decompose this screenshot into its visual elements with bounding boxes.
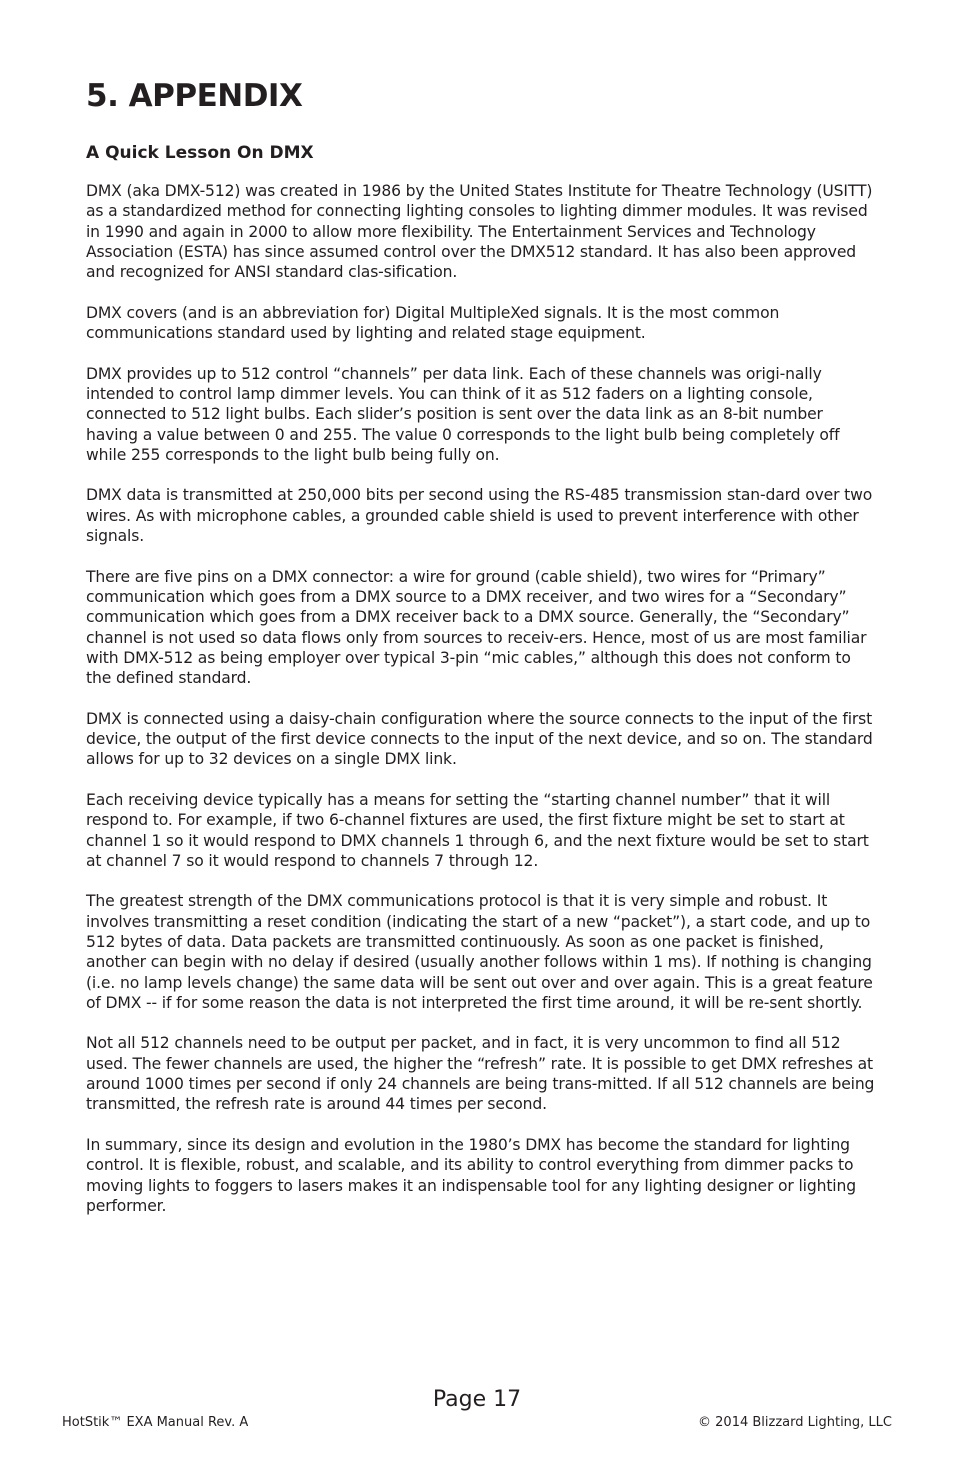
paragraph-dmx-refresh-rate: Not all 512 channels need to be output per packet, and in fact, it is very uncommon to find all 512 used. The fewer channels are used, the higher the “refresh” rate. It is possible to get DMX refreshes at around 1000 times per second if only 24 channels are being trans-mitted. If all 512 channels are being transmitted, the refresh rate is around 44 times per second.	[86, 1034, 875, 1114]
subsection-title: A Quick Lesson On DMX	[86, 143, 314, 163]
paragraph-dmx-starting-channel: Each receiving device typically has a means for setting the “starting channel number” that it will respond to. For example, if two 6-channel fixtures are used, the first fixture might be set to start at channel 1 so it would respond to DMX channels 1 through 6, and the next fixture would be set to start at channel 7 so it would respond to channels 7 through 12.	[86, 790, 869, 870]
paragraph-dmx-channels: DMX provides up to 512 control “channels” per data link. Each of these channels was origi-nally intended to control lamp dimmer levels. You can think of it as 512 faders on a lighting console, connected to 512 light bulbs. Each slider’s position is sent over the data link as an 8-bit number having a value between 0 and 255. The value 0 corresponds to the light bulb being completely off while 255 corresponds to the light bulb being fully on.	[86, 364, 840, 464]
section-title: 5. APPENDIX	[86, 78, 303, 114]
body-text	[86, 181, 876, 1236]
paragraph-dmx-history: DMX (aka DMX-512) was created in 1986 by the United States Institute for Theatre Technology (USITT) as a standardized method for connecting lighting consoles to lighting dimmer modules. It was revised in 1990 and again in 2000 to allow more flexibility. The Entertainment Services and Technology Association (ESTA) has since assumed control over the DMX512 standard. It has also been approved and recognized for ANSI standard clas-sification.	[86, 182, 873, 282]
paragraph-dmx-transmission: DMX data is transmitted at 250,000 bits per second using the RS-485 transmission stan-dard over two wires. As with microphone cables, a grounded cable shield is used to prevent interference with other signals.	[86, 486, 873, 546]
paragraph-dmx-summary: In summary, since its design and evolution in the 1980’s DMX has become the standard for lighting control. It is flexible, robust, and scalable, and its ability to control everything from dimmer packs to moving lights to foggers to lasers makes it an indispensable tool for any lighting designer or lighting performer.	[86, 1135, 856, 1215]
paragraph-dmx-daisy-chain: DMX is connected using a daisy-chain configuration where the source connects to the input of the first device, the output of the first device connects to the input of the next device, and so on. The standard allows for up to 32 devices on a single DMX link.	[86, 709, 873, 769]
paragraph-dmx-connector-pins: There are five pins on a DMX connector: a wire for ground (cable shield), two wires for “Primary” communication which goes from a DMX source to a DMX receiver, and two wires for a “Secondary” communication which goes from a DMX receiver back to a DMX source. Generally, the “Secondary” channel is not used so data flows only from sources to receiv-ers. Hence, most of us are most familiar with DMX-512 as being employer over typical 3-pin “mic cables,” although this does not conform to the defined standard.	[86, 567, 867, 688]
footer-manual-name: HotStik™ EXA Manual Rev. A	[62, 1415, 249, 1430]
paragraph-dmx-abbreviation: DMX covers (and is an abbreviation for) Digital MultipleXed signals. It is the most common communications standard used by lighting and related stage equipment.	[86, 303, 780, 343]
footer-copyright: © 2014 Blizzard Lighting, LLC	[698, 1415, 892, 1430]
paragraph-dmx-strength: The greatest strength of the DMX communications protocol is that it is very simple and robust. It involves transmitting a reset condition (indicating the start of a new “packet”), a start code, and up to 512 bytes of data. Data packets are transmitted continuously. As soon as one packet is finished, another can begin with no delay if desired (usually another follows within 1 ms). If nothing is changing (i.e. no lamp levels change) the same data will be sent out over and over again. This is a great feature of DMX -- if for some reason the data is not interpreted the first time around, it will be re-sent shortly.	[86, 892, 873, 1012]
page-number: Page 17	[432, 1387, 522, 1412]
